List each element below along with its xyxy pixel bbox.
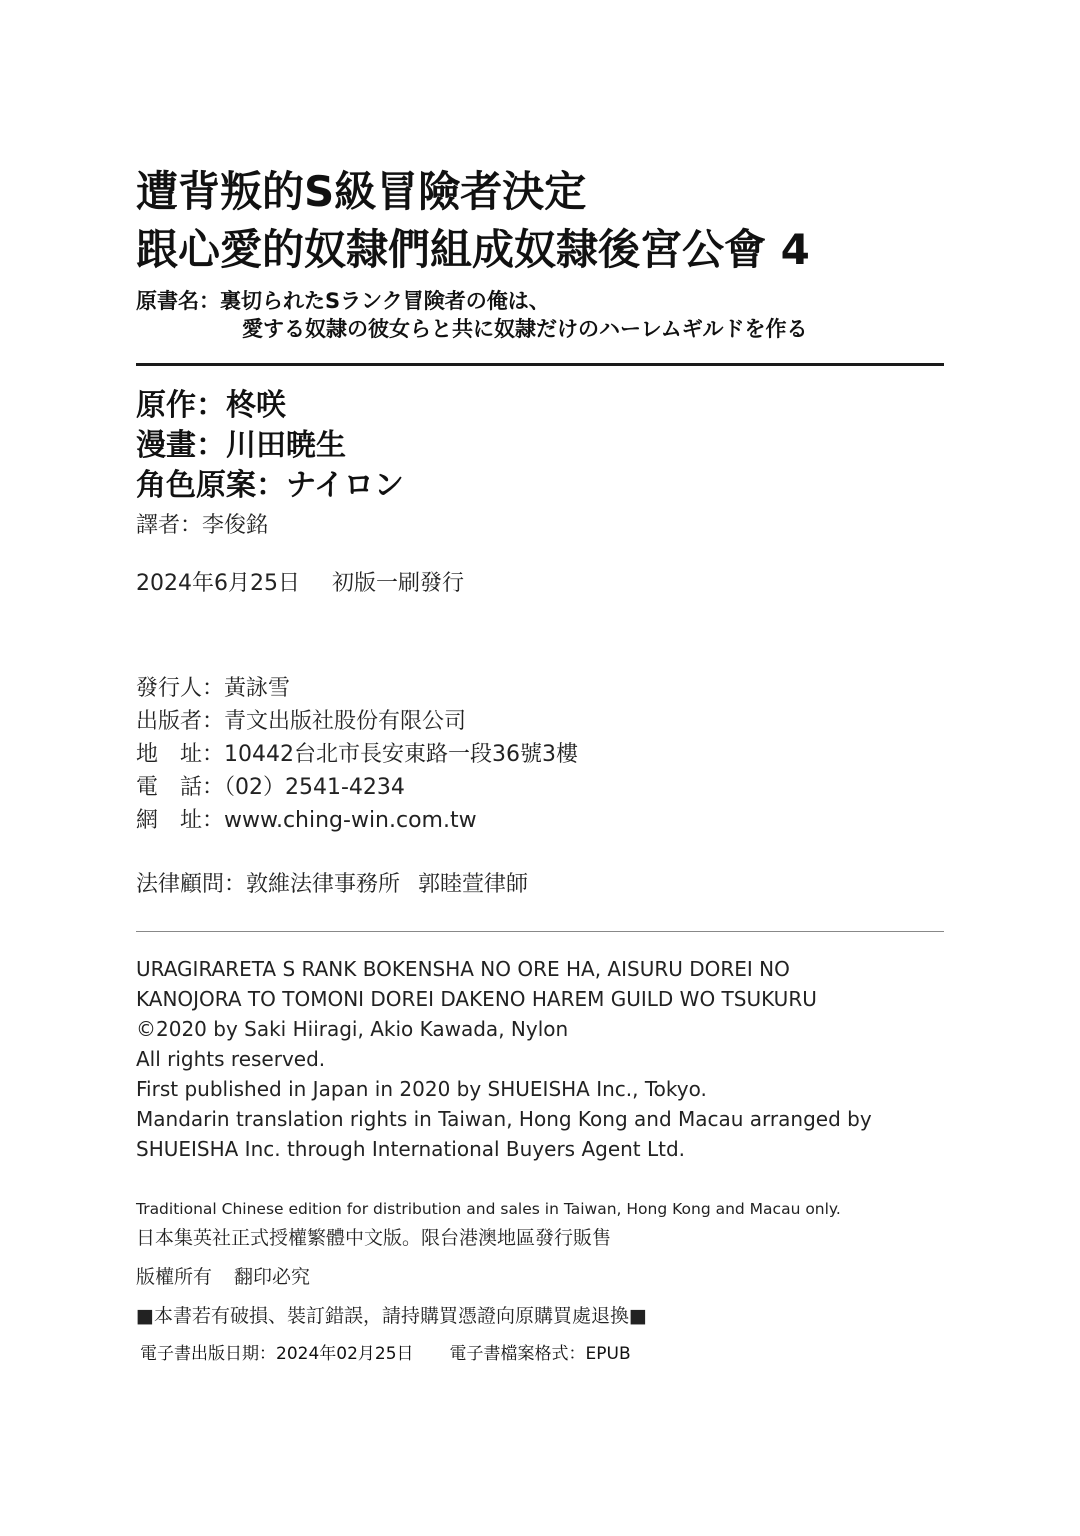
rights-line [136, 1263, 310, 1291]
publisher-website: 網 址：www.ching-win.com.tw [136, 808, 477, 833]
book-title-line-1: 遭背叛的S級冒險者決定 [136, 167, 587, 216]
copyright-en-line-3: ©2020 by Saki Hiiragi, Akio Kawada, Nylon [136, 1017, 569, 1041]
edition-line [136, 569, 464, 599]
legal-lawyer: 郭睦萱律師 [418, 872, 529, 897]
original-title-label: 原書名： [136, 289, 220, 313]
credit-translator: 譯者：李俊銘 [136, 513, 269, 538]
legal-counsel-firm: 法律顧問：敦維法律事務所 [136, 872, 401, 897]
ebook-format: 電子書檔案格式：EPUB [449, 1344, 631, 1364]
credit-author: 原作：柊咲 [136, 388, 286, 423]
publisher-issuer: 發行人：黃詠雪 [136, 676, 291, 701]
rights-no-copy: 翻印必究 [234, 1266, 311, 1288]
original-title-line-2: 愛する奴隷の彼女らと共に奴隷だけのハーレムギルドを作る [242, 317, 808, 341]
copyright-en-line-2: KANOJORA TO TOMONI DOREI DAKENO HAREM GUILD WO TSUKURU [136, 987, 817, 1011]
publisher-phone: 電 話：（02）2541-4234 [136, 775, 405, 800]
book-title-line-2: 跟心愛的奴隸們組成奴隸後宮公會 4 [136, 225, 810, 274]
edition-printing: 初版一刷發行 [331, 571, 464, 596]
publisher-name: 出版者：青文出版社股份有限公司 [136, 709, 467, 734]
distribution-english: Traditional Chinese edition for distribution and sales in Taiwan, Hong Kong and Macau only. [136, 1200, 841, 1218]
publisher-address: 地 址：10442台北市長安東路一段36號3樓 [136, 742, 578, 767]
legal-counsel [136, 870, 528, 900]
edition-date: 2024年6月25日 [136, 571, 300, 596]
credit-character-design: 角色原案：ナイロン [136, 468, 404, 503]
ebook-info [140, 1341, 631, 1367]
ebook-date: 電子書出版日期：2024年02月25日 [140, 1344, 414, 1364]
copyright-en-line-7: SHUEISHA Inc. through International Buyers Agent Ltd. [136, 1137, 686, 1161]
distribution-chinese: 日本集英社正式授權繁體中文版。限台港澳地區發行販售 [136, 1227, 612, 1249]
credit-artist: 漫畫：川田暁生 [136, 428, 346, 463]
defect-notice: ■本書若有破損、裝訂錯誤，請持購買憑證向原購買處退換■ [136, 1305, 647, 1327]
copyright-en-line-1: URAGIRARETA S RANK BOKENSHA NO ORE HA, AISURU DOREI NO [136, 957, 790, 981]
divider-thin [136, 931, 944, 932]
copyright-en-line-6: Mandarin translation rights in Taiwan, Hong Kong and Macau arranged by [136, 1107, 872, 1131]
copyright-en-line-4: All rights reserved. [136, 1047, 326, 1071]
rights-reserved: 版權所有 [136, 1266, 213, 1288]
original-title-text-1: 裏切られたSランク冒険者の俺は、 [220, 289, 550, 313]
divider-thick [136, 363, 944, 366]
copyright-en-line-5: First published in Japan in 2020 by SHUEISHA Inc., Tokyo. [136, 1077, 707, 1101]
original-title-line-1 [136, 286, 550, 316]
